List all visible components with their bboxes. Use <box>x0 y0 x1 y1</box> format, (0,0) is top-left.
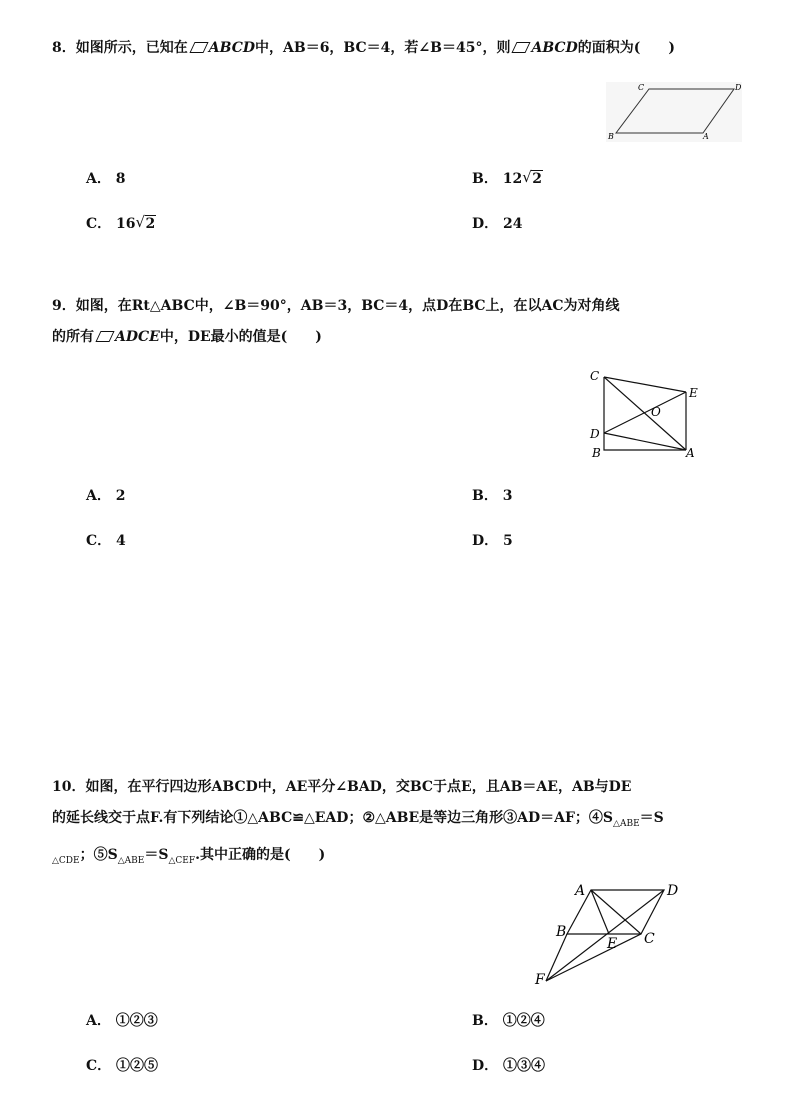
option-D[interactable]: D． 5 <box>472 533 513 549</box>
question-8-stem: 8．如图所示，已知在 ABCD中，AB＝6，BC＝4，若∠B＝45°，则 ABCD的面积为( ) <box>52 40 675 56</box>
parallelogram-symbol <box>512 42 531 53</box>
question-8-figure <box>606 82 742 142</box>
label-A: A <box>686 446 695 460</box>
question-number: 10． <box>52 779 86 795</box>
option-B[interactable]: B． 12 √ 2 <box>472 168 542 187</box>
label-A: A <box>575 883 586 899</box>
option-B[interactable]: B． ①②④ <box>472 1013 545 1029</box>
option-B[interactable]: B． 3 <box>472 488 513 504</box>
option-A[interactable]: A． 8 <box>86 171 126 187</box>
label-B: B <box>592 446 601 460</box>
option-D[interactable]: D． 24 <box>472 216 523 232</box>
label-D: D <box>667 883 679 899</box>
label-B: B <box>556 924 567 940</box>
option-C[interactable]: C． 16 √ 2 <box>86 213 156 232</box>
option-D[interactable]: D． ①③④ <box>472 1058 546 1074</box>
label-F: F <box>535 972 545 988</box>
label-B: B <box>608 132 614 141</box>
question-10-figure <box>530 876 690 991</box>
label-A: A <box>703 132 709 141</box>
sqrt-symbol: √ 2 <box>135 213 156 232</box>
option-A[interactable]: A． ①②③ <box>86 1013 158 1029</box>
label-O: O <box>651 405 661 419</box>
label-E: E <box>607 936 618 952</box>
label-C: C <box>644 931 655 947</box>
question-number: 8． <box>52 40 76 56</box>
label-E: E <box>689 386 698 400</box>
question-9-figure <box>585 365 705 465</box>
label-C: C <box>590 369 600 383</box>
question-9-stem: 9．如图，在Rt△ABC中，∠B＝90°，AB＝3，BC＝4，点D在BC上，在以AC为对角线 的所有 ADCE中，DE最小的值是( ) <box>52 298 620 345</box>
label-D: D <box>590 427 600 441</box>
option-C[interactable]: C． ①②⑤ <box>86 1058 159 1074</box>
option-C[interactable]: C． 4 <box>86 533 126 549</box>
sqrt-symbol: √ 2 <box>522 168 542 187</box>
label-D: D <box>735 83 742 92</box>
parallelogram-symbol <box>95 331 114 342</box>
question-10-stem: 10．如图，在平行四边形ABCD中，AE平分∠BAD，交BC于点E，且AB＝AE，AB与DE 的延长线交于点F.有下列结论①△ABC≌△EAD；②△ABE是等边三角形③AD＝AF；$④S_{\triangle ABE}=S$ $_{\triangle CDE}$；$⑤S_{\triangle ABE}=S_{\triangle CEF}$.其中正确的是( ) <box>52 779 664 866</box>
question-number: 9． <box>52 298 76 314</box>
option-A[interactable]: A． 2 <box>86 488 126 504</box>
label-C: C <box>638 83 645 92</box>
parallelogram-symbol <box>189 42 208 53</box>
